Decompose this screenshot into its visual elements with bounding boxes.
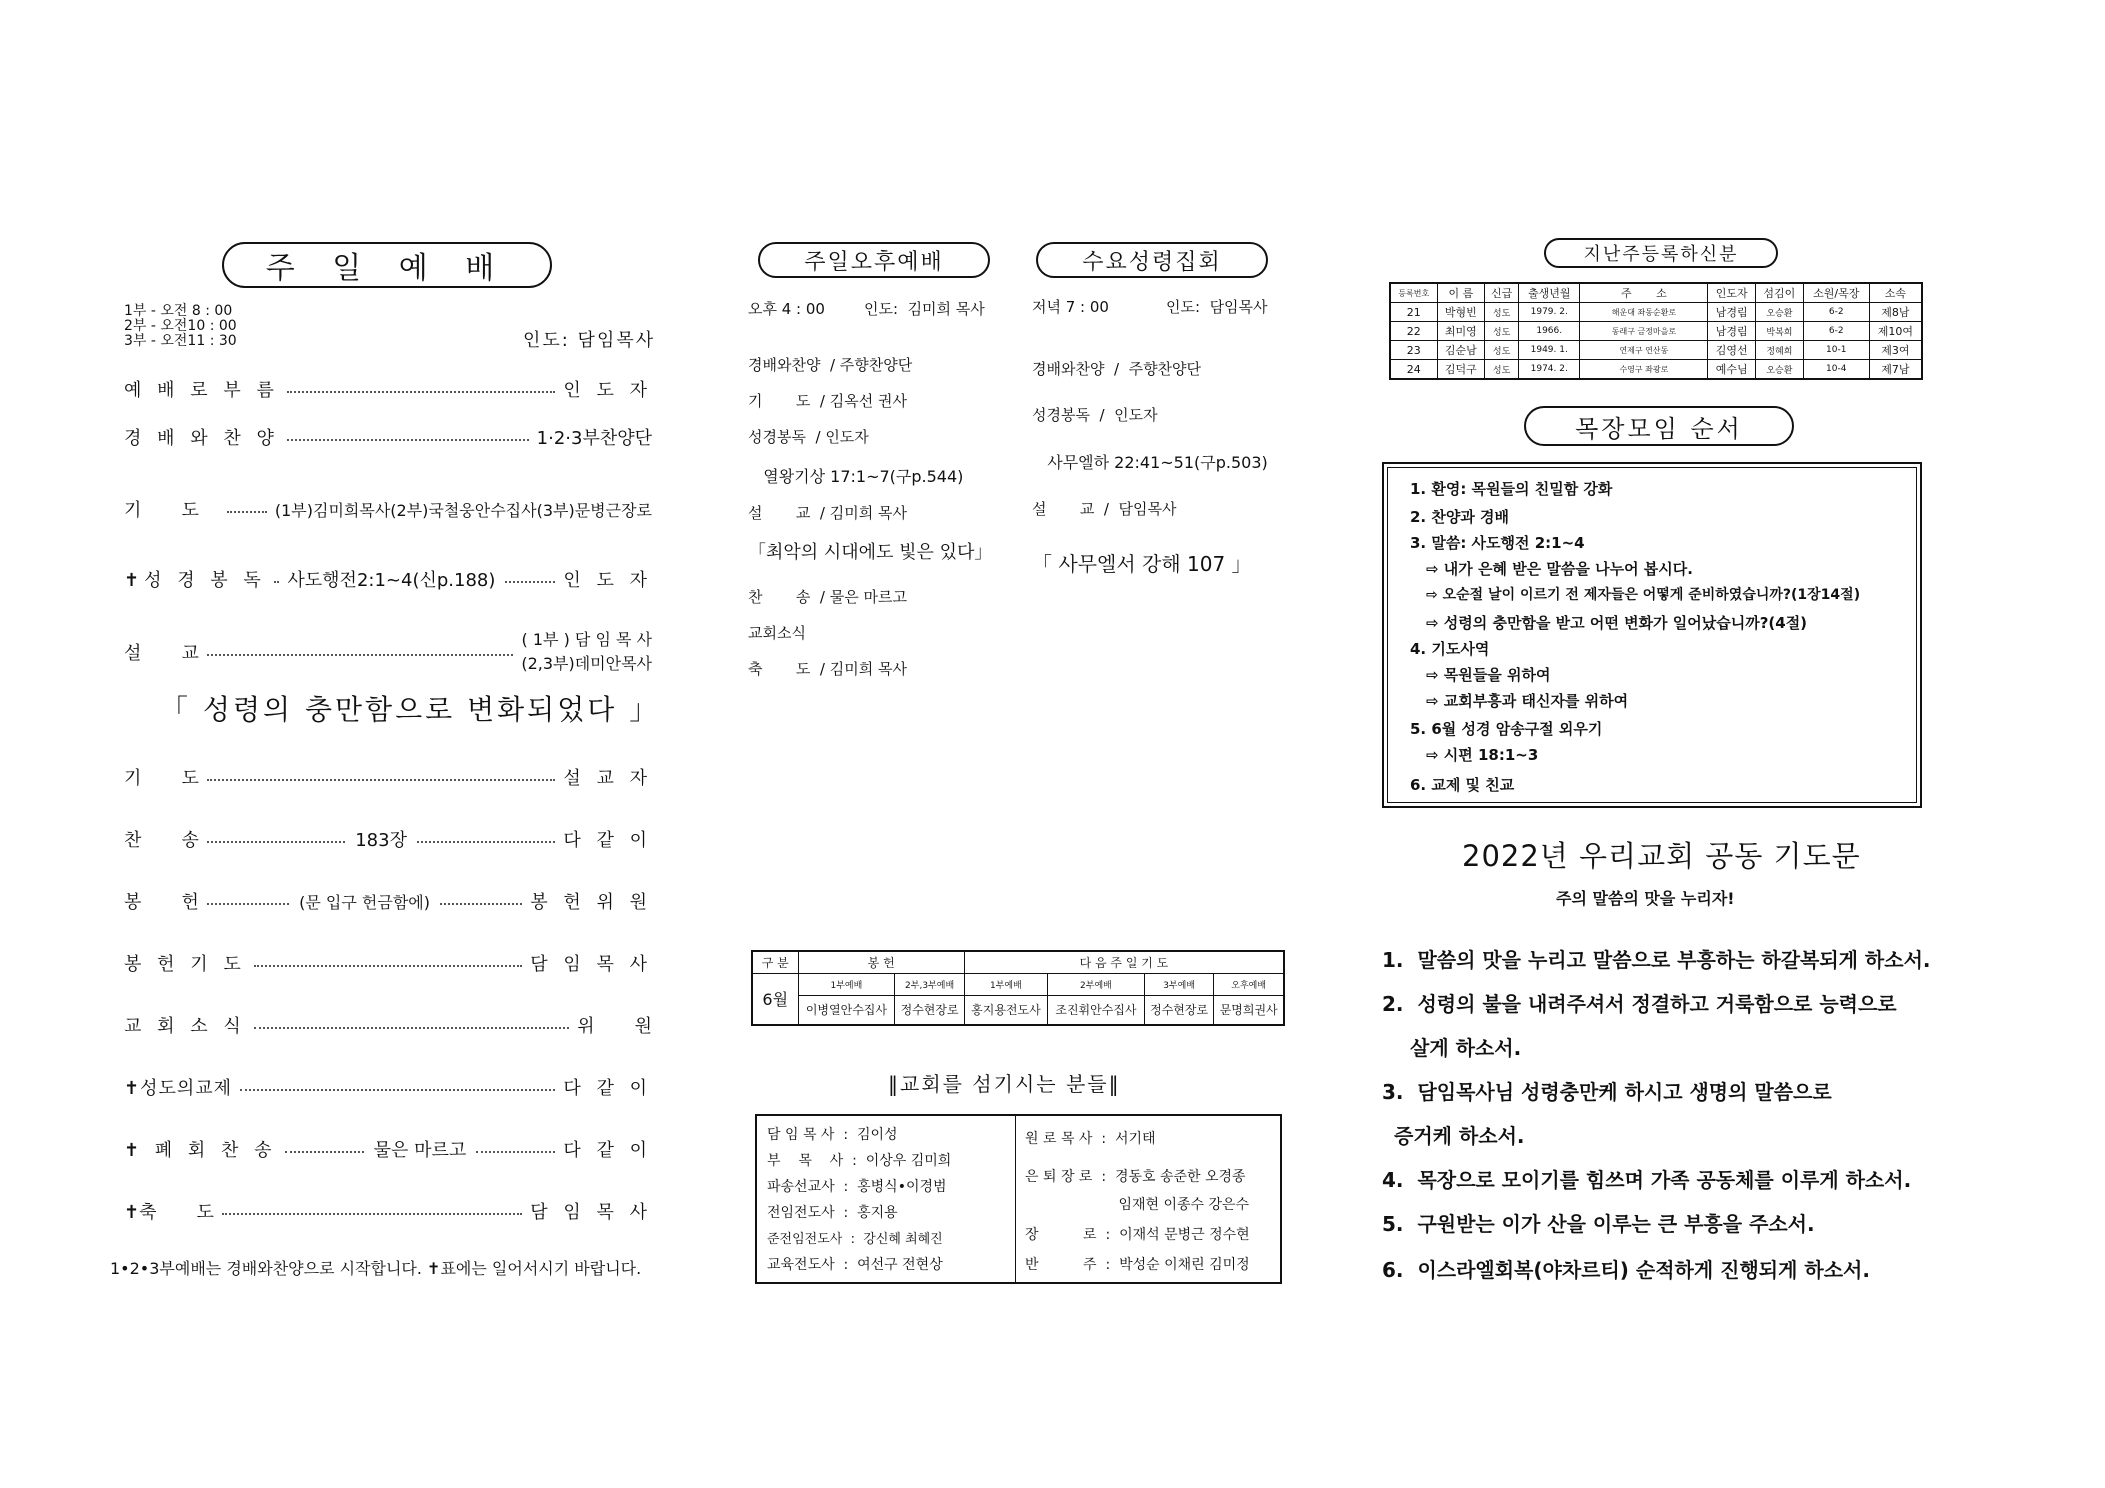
order-row-benediction — [124, 1198, 652, 1224]
reg-header: 섬김이 — [1756, 283, 1804, 303]
order-item: 예 배 로 부 름 — [124, 380, 279, 401]
order-item: 봉 헌 기 도 — [124, 954, 246, 975]
leader-dots — [476, 1151, 555, 1153]
prayer-line: 6. 이스라엘회복(야차르티) 순적하게 진행되게 하소서. — [1382, 1258, 1870, 1282]
order-mid: 183장 — [355, 830, 407, 851]
leader-dots — [505, 581, 555, 583]
order-item: ✝성도의교제 — [124, 1078, 233, 1099]
leader-dots — [287, 439, 529, 441]
afternoon-item: 성경봉독 / 인도자 — [748, 428, 869, 446]
reg-cell: 제3여 — [1869, 341, 1922, 360]
reg-cell: 제7남 — [1869, 360, 1922, 380]
reg-cell: 6-2 — [1803, 303, 1869, 322]
order-item: 경 배 와 찬 양 — [124, 428, 279, 449]
reg-cell: 1966. — [1519, 322, 1580, 341]
offering-cell: 이병열안수집사 — [798, 995, 895, 1025]
reg-cell: 24 — [1390, 360, 1437, 380]
afternoon-time: 오후 4 : 00 — [748, 300, 825, 318]
order-row-reading — [124, 566, 652, 592]
offering-table — [751, 950, 1285, 1026]
reg-cell: 10-4 — [1803, 360, 1869, 380]
reg-cell: 김영선 — [1708, 341, 1756, 360]
cell-group-title — [1524, 406, 1794, 446]
cell-group-line: 6. 교제 및 친교 — [1410, 776, 1515, 794]
leader-dots — [207, 654, 514, 656]
reg-cell: 정혜희 — [1756, 341, 1804, 360]
order-row-closing-hymn — [124, 1136, 652, 1162]
offering-cell: 문명희권사 — [1214, 995, 1284, 1025]
reg-cell: 22 — [1390, 322, 1437, 341]
order-person: 인 도 자 — [563, 380, 652, 401]
table-row — [1390, 360, 1922, 380]
main-service-title-text: 주 일 예 배 — [265, 251, 509, 286]
wednesday-title-text: 수요성령집회 — [1082, 249, 1222, 275]
afternoon-item: 경배와찬양 / 주향찬양단 — [748, 356, 913, 374]
afternoon-sermon-title: 「최악의 시대에도 빛은 있다」 — [748, 542, 993, 563]
leader-dots — [285, 1151, 364, 1153]
cell-group-line: ⇨ 시편 18:1~3 — [1426, 746, 1539, 764]
prayer-title: 2022년 우리교회 공동 기도문 — [1462, 839, 1861, 873]
order-row-praise — [124, 424, 652, 450]
cell-group-line: 1. 환영: 목원들의 친밀함 강화 — [1410, 480, 1613, 498]
staff-left: 담 임 목 사 : 김이성 — [767, 1127, 898, 1143]
offering-subheader: 3부예배 — [1144, 973, 1214, 995]
prayer-line: 5. 구원받는 이가 산을 이루는 큰 부흥을 주소서. — [1382, 1212, 1815, 1236]
order-row-prayer1 — [124, 496, 652, 522]
reg-header: 출생년월 — [1519, 283, 1580, 303]
order-row-prayer2 — [124, 764, 652, 790]
reg-header: 등록번호 — [1390, 283, 1437, 303]
table-row — [1390, 322, 1922, 341]
reg-header: 이 름 — [1437, 283, 1485, 303]
sermon-title: 「 성령의 충만함으로 변화되었다 」 — [160, 693, 661, 726]
afternoon-item: 찬 송 / 물은 마르고 — [748, 588, 907, 606]
prayer-line: 증거케 하소서. — [1394, 1124, 1525, 1148]
order-item: 설 교 — [124, 643, 199, 664]
reg-cell: 연제구 연산동 — [1580, 341, 1708, 360]
registration-table — [1389, 282, 1923, 380]
cell-group-line: 5. 6월 성경 암송구절 외우기 — [1410, 720, 1603, 738]
reg-header: 신급 — [1485, 283, 1519, 303]
staff-left: 전임전도사 : 홍지용 — [767, 1205, 898, 1221]
reg-header: 소원/목장 — [1803, 283, 1869, 303]
offering-header: 봉 헌 — [798, 951, 964, 973]
prayer-line: 3. 담임목사님 성령충만케 하시고 생명의 말씀으로 — [1382, 1080, 1832, 1104]
order-row-hymn — [124, 826, 652, 852]
leader-dots — [222, 1213, 522, 1215]
order-mid: 물은 마르고 — [373, 1140, 467, 1161]
cell-group-line: ⇨ 성령의 충만함을 받고 어떤 변화가 일어났습니까?(4절) — [1426, 614, 1808, 632]
reg-cell: 해운대 좌동순환로 — [1580, 303, 1708, 322]
leader-dots — [287, 391, 556, 393]
order-person: 봉 헌 위 원 — [530, 892, 652, 913]
order-row-call — [124, 376, 652, 402]
afternoon-leader: 인도: 김미희 목사 — [864, 300, 985, 318]
afternoon-item: 열왕기상 17:1~7(구p.544) — [748, 467, 964, 486]
order-mid: (문 입구 헌금함에) — [299, 892, 430, 912]
reg-cell: 수영구 좌광로 — [1580, 360, 1708, 380]
staff-left: 파송선교사 : 홍병식•이경범 — [767, 1179, 947, 1195]
wednesday-item: 성경봉독 / 인도자 — [1032, 406, 1158, 424]
service-times — [124, 304, 237, 349]
prayer-line: 4. 목장으로 모이기를 힘쓰며 가족 공동체를 이루게 하소서. — [1382, 1168, 1912, 1192]
cell-group-line: ⇨ 교회부흥과 태신자를 위하여 — [1426, 692, 1629, 710]
offering-cell: 조진휘안수집사 — [1048, 995, 1145, 1025]
reg-cell: 박형빈 — [1437, 303, 1485, 322]
reg-cell: 오승환 — [1756, 303, 1804, 322]
sermon-preacher: ( 1부 ) 담 임 목 사 — [521, 630, 652, 649]
staff-right: 장 로 : 이재석 문병근 정수현 — [1025, 1227, 1250, 1243]
footnote: 1•2•3부예배는 경배와찬양으로 시작합니다. ✝표에는 일어서시기 바랍니다. — [110, 1259, 642, 1278]
order-mid: 사도행전2:1~4(신p.188) — [287, 570, 496, 591]
reg-cell: 최미영 — [1437, 322, 1485, 341]
order-item: 찬 송 — [124, 830, 199, 851]
order-person: 위 원 — [577, 1016, 652, 1037]
reg-header: 주 소 — [1580, 283, 1708, 303]
reg-cell: 동래구 금정마을로 — [1580, 322, 1708, 341]
service-time: 3부 - 오전11 : 30 — [124, 333, 237, 349]
reg-cell: 남경림 — [1708, 303, 1756, 322]
order-row-sermon — [124, 628, 652, 676]
reg-cell: 성도 — [1485, 322, 1519, 341]
reg-header: 인도자 — [1708, 283, 1756, 303]
cell-group-box — [1382, 462, 1922, 808]
wednesday-title — [1036, 242, 1268, 278]
order-person: 설 교 자 — [563, 768, 652, 789]
offering-cell: 정수현장로 — [1144, 995, 1214, 1025]
reg-cell: 제8남 — [1869, 303, 1922, 322]
sermon-preachers — [521, 628, 652, 676]
wednesday-leader: 인도: 담임목사 — [1166, 298, 1268, 316]
offering-subheader: 1부예배 — [964, 973, 1047, 995]
prayer-line: 2. 성령의 불을 내려주셔서 정결하고 거룩함으로 능력으로 — [1382, 992, 1897, 1016]
reg-cell: 23 — [1390, 341, 1437, 360]
leader-dots — [417, 841, 555, 843]
reg-cell: 10-1 — [1803, 341, 1869, 360]
offering-cell: 정수현장로 — [895, 995, 965, 1025]
afternoon-item: 교회소식 — [748, 624, 806, 642]
order-item: ✝ 폐 회 찬 송 — [124, 1140, 277, 1161]
cell-group-line: ⇨ 목원들을 위하여 — [1426, 666, 1551, 684]
service-time: 2부 - 오전10 : 00 — [124, 318, 237, 334]
prayer-subtitle: 주의 말씀의 맛을 누리자! — [1556, 889, 1735, 908]
offering-subheader: 1부예배 — [798, 973, 895, 995]
wednesday-item: 사무엘하 22:41~51(구p.503) — [1032, 453, 1268, 472]
reg-cell: 1979. 2. — [1519, 303, 1580, 322]
next-prayer-header: 다 음 주 일 기 도 — [964, 951, 1284, 973]
service-time: 1부 - 오전 8 : 00 — [124, 303, 233, 319]
reg-cell: 21 — [1390, 303, 1437, 322]
offering-group-header: 구 분 — [752, 951, 798, 973]
reg-cell: 성도 — [1485, 360, 1519, 380]
staff-left: 부 목 사 : 이상우 김미희 — [767, 1153, 952, 1169]
order-item: 기 도 — [124, 768, 199, 789]
leader-dots — [440, 903, 522, 905]
registration-title — [1544, 238, 1778, 268]
wednesday-item: 경배와찬양 / 주향찬양단 — [1032, 360, 1202, 378]
reg-cell: 6-2 — [1803, 322, 1869, 341]
leader-dots — [254, 965, 523, 967]
leader-dots — [240, 1089, 555, 1091]
leader-dots — [207, 779, 556, 781]
order-mid: (1부)김미희목사(2부)국철웅안수집사(3부)문병근장로 — [274, 500, 652, 520]
afternoon-item: 기 도 / 김옥선 권사 — [748, 392, 907, 410]
reg-cell: 남경림 — [1708, 322, 1756, 341]
order-person: 다 같 이 — [563, 1078, 652, 1099]
wednesday-time: 저녁 7 : 00 — [1032, 298, 1109, 316]
order-item: ✝성 경 봉 독 — [124, 570, 266, 591]
staff-right: 반 주 : 박성순 이채린 김미정 — [1025, 1257, 1250, 1273]
main-service-title — [222, 242, 552, 288]
cell-group-line: ⇨ 내가 은혜 받은 말씀을 나누어 봅시다. — [1426, 560, 1693, 578]
afternoon-title-text: 주일오후예배 — [804, 249, 944, 275]
reg-cell: 제10여 — [1869, 322, 1922, 341]
afternoon-item: 설 교 / 김미희 목사 — [748, 504, 907, 522]
reg-cell: 예수님 — [1708, 360, 1756, 380]
order-item: ✝축 도 — [124, 1202, 214, 1223]
order-person: 1·2·3부찬양단 — [536, 428, 652, 449]
cell-group-line: 3. 말씀: 사도행전 2:1~4 — [1410, 534, 1585, 552]
reg-cell: 성도 — [1485, 341, 1519, 360]
order-item: 봉 헌 — [124, 892, 199, 913]
table-row — [1390, 303, 1922, 322]
order-person: 담 임 목 사 — [530, 1202, 652, 1223]
offering-subheader: 2부,3부예배 — [895, 973, 965, 995]
wednesday-item: 설 교 / 담임목사 — [1032, 500, 1177, 518]
afternoon-title — [758, 242, 990, 278]
reg-cell: 박복희 — [1756, 322, 1804, 341]
reg-cell: 1974. 2. — [1519, 360, 1580, 380]
reg-header: 소속 — [1869, 283, 1922, 303]
leader-dots — [207, 841, 345, 843]
staff-left: 준전임전도사 : 강신혜 최혜진 — [767, 1232, 943, 1247]
table-row — [1390, 341, 1922, 360]
order-item: 교 회 소 식 — [124, 1016, 246, 1037]
leader-dots — [274, 581, 278, 583]
staff-right: 은 퇴 장 로 : 경동호 송준한 오경종 — [1025, 1169, 1246, 1185]
order-person: 인 도 자 — [563, 570, 652, 591]
reg-cell: 성도 — [1485, 303, 1519, 322]
staff-left: 교육전도사 : 여선구 전현상 — [767, 1257, 943, 1273]
staff-divider — [1015, 1116, 1016, 1282]
offering-subheader: 오후예배 — [1214, 973, 1284, 995]
staff-box — [755, 1114, 1282, 1284]
afternoon-item: 축 도 / 김미희 목사 — [748, 660, 907, 678]
cell-group-line: 4. 기도사역 — [1410, 640, 1490, 658]
reg-cell: 1949. 1. — [1519, 341, 1580, 360]
sermon-preacher: (2,3부)데미안목사 — [521, 654, 652, 673]
order-row-offering — [124, 888, 652, 914]
reg-cell: 김순남 — [1437, 341, 1485, 360]
order-row-offering-prayer — [124, 950, 652, 976]
order-person: 다 같 이 — [563, 1140, 652, 1161]
reg-cell: 김덕구 — [1437, 360, 1485, 380]
cell-group-line: 2. 찬양과 경배 — [1410, 508, 1510, 526]
leader-dots — [254, 1027, 569, 1029]
registration-title-text: 지난주등록하신분 — [1583, 244, 1739, 265]
staff-right: 임재현 이종수 강은수 — [1025, 1197, 1250, 1213]
wednesday-sermon-title: 「 사무엘서 강해 107 」 — [1032, 552, 1252, 576]
cell-group-line: ⇨ 오순절 날이 이르기 전 제자들은 어떻게 준비하였습니까?(1장14절) — [1426, 587, 1861, 603]
prayer-line: 1. 말씀의 맛을 누리고 말씀으로 부흥하는 하갈복되게 하소서. — [1382, 948, 1931, 972]
staff-title: ‖교회를 섬기시는 분들‖ — [888, 1072, 1121, 1096]
order-row-fellowship — [124, 1074, 652, 1100]
leader-dots — [227, 511, 267, 513]
offering-month: 6월 — [752, 973, 798, 1025]
prayer-line: 살게 하소서. — [1410, 1036, 1522, 1060]
order-item: 기 도 — [124, 500, 199, 521]
offering-cell: 홍지용전도사 — [964, 995, 1047, 1025]
offering-subheader: 2부예배 — [1048, 973, 1145, 995]
order-person: 다 같 이 — [563, 830, 652, 851]
reg-cell: 오승환 — [1756, 360, 1804, 380]
main-leader: 인도: 담임목사 — [523, 330, 656, 351]
order-person: 담 임 목 사 — [530, 954, 652, 975]
staff-right: 원 로 목 사 : 서기태 — [1025, 1131, 1156, 1147]
cell-group-title-text: 목장모임 순서 — [1575, 414, 1743, 443]
leader-dots — [207, 903, 289, 905]
order-row-news — [124, 1012, 652, 1038]
